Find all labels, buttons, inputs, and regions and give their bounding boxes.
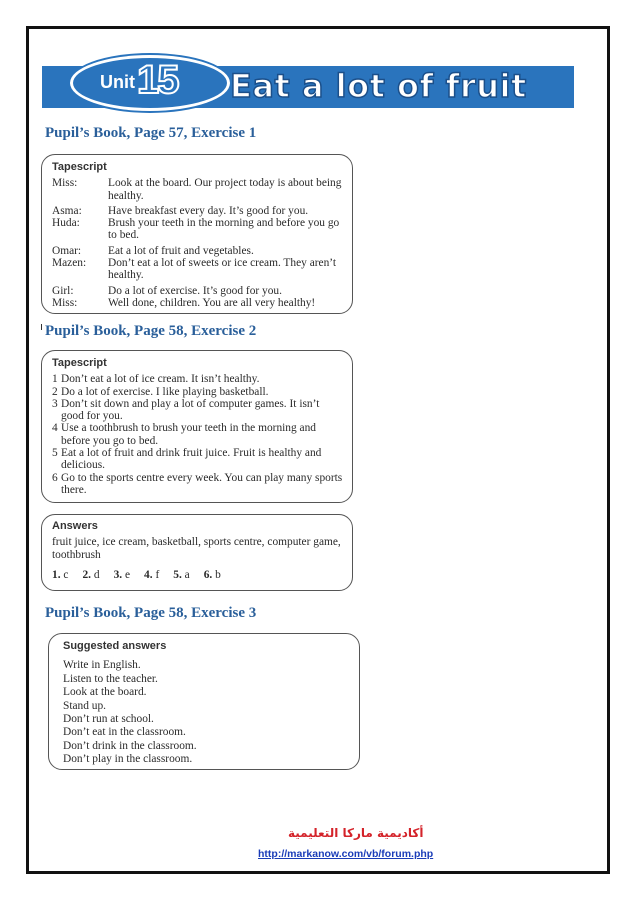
item-text: Do a lot of exercise. I like playing basketball. <box>61 385 269 398</box>
match-item <box>204 569 221 581</box>
match-item <box>52 569 68 581</box>
match-letter: d <box>93 568 100 581</box>
speaker: Huda: <box>52 217 80 230</box>
tapescript-row <box>52 177 343 202</box>
tapescript-row <box>52 217 343 242</box>
match-number: 6. <box>203 568 213 581</box>
item-text: Don’t sit down and play a lot of computer games. It isn’t good for you. <box>61 397 320 423</box>
margin-mark <box>41 324 42 330</box>
match-item <box>82 569 99 581</box>
answer-line: Don’t run at school. <box>63 712 154 725</box>
tapescript-row <box>52 245 343 257</box>
tapescript-row <box>52 205 343 217</box>
speaker: Girl: <box>52 284 74 297</box>
answer-line: Look at the board. <box>63 686 147 699</box>
list-item <box>52 398 343 423</box>
list-item <box>52 447 343 472</box>
exercise-3-suggested-answers-box <box>48 633 360 770</box>
match-item <box>144 569 159 581</box>
box-title: Tapescript <box>52 161 107 173</box>
answer-line: Don’t play in the classroom. <box>63 753 193 766</box>
unit-label: Unit <box>100 72 135 92</box>
exercise-1-tapescript-box <box>41 154 353 314</box>
spoken-line: Do a lot of exercise. It’s good for you. <box>108 284 282 297</box>
spoken-line: Don’t eat a lot of sweets or ice cream. They aren’t healthy. <box>108 257 337 282</box>
tapescript-row <box>52 285 343 297</box>
exercise-1-heading: Pupil’s Book, Page 57, Exercise 1 <box>45 125 257 141</box>
item-text: Use a toothbrush to brush your teeth in the morning and before you go to bed. <box>61 422 316 447</box>
item-text: Eat a lot of fruit and drink fruit juice. Fruit is healthy and delicious. <box>61 447 322 472</box>
list-item <box>52 373 343 385</box>
spoken-line: Eat a lot of fruit and vegetables. <box>108 244 254 257</box>
item-text: Don’t eat a lot of ice cream. It isn’t healthy. <box>61 373 260 386</box>
list-item <box>52 472 343 497</box>
answers-text: fruit juice, ice cream, basketball, sports centre, computer game, toothbrush <box>52 536 341 561</box>
unit-number: 15 <box>137 58 178 102</box>
answer-line: Stand up. <box>63 699 107 712</box>
tapescript-row <box>52 257 343 282</box>
spoken-line: Well done, children. You are all very healthy! <box>108 296 316 309</box>
match-letter: c <box>63 568 69 581</box>
speaker: Mazen: <box>52 257 87 270</box>
box-title: Suggested answers <box>63 640 167 652</box>
spoken-line: Have breakfast every day. It’s good for you. <box>108 204 309 217</box>
match-letter: b <box>215 568 221 581</box>
answer-line: Don’t eat in the classroom. <box>63 726 186 739</box>
tapescript-row <box>52 297 343 309</box>
footer-academy-name: أكاديمية ماركا التعليمية <box>288 826 424 840</box>
answer-line: Don’t drink in the classroom. <box>63 739 197 752</box>
item-text: Go to the sports centre every week. You can play many sports there. <box>61 471 343 496</box>
item-number: 6 <box>52 471 58 484</box>
footer-forum-link[interactable]: http://markanow.com/vb/forum.php <box>258 848 434 860</box>
speaker: Miss: <box>52 296 78 309</box>
box-title: Answers <box>52 520 98 532</box>
list-item <box>52 386 343 398</box>
match-number: 5. <box>173 568 182 581</box>
speaker: Asma: <box>52 204 82 217</box>
answer-line: Write in English. <box>63 659 141 672</box>
item-number: 3 <box>52 397 58 410</box>
item-number: 1 <box>52 373 58 386</box>
exercise-2-tapescript-box <box>41 350 353 503</box>
item-number: 5 <box>52 447 58 460</box>
match-letter: f <box>155 568 160 581</box>
match-item <box>114 569 130 581</box>
match-number: 2. <box>82 568 92 581</box>
speaker: Miss: <box>52 177 78 190</box>
spoken-line: Look at the board. Our project today is about being healthy. <box>108 177 342 202</box>
box-title: Tapescript <box>52 357 107 369</box>
answer-line: Listen to the teacher. <box>63 672 158 685</box>
exercise-3-heading: Pupil’s Book, Page 58, Exercise 3 <box>45 605 257 621</box>
item-number: 2 <box>52 385 58 398</box>
spoken-line: Brush your teeth in the morning and before you go to bed. <box>108 217 340 242</box>
exercise-2-answers-box <box>41 514 353 591</box>
match-answers <box>52 569 343 581</box>
match-letter: e <box>124 568 131 581</box>
match-letter: a <box>184 568 190 581</box>
item-number: 4 <box>52 422 58 435</box>
exercise-2-heading: Pupil’s Book, Page 58, Exercise 2 <box>45 323 257 339</box>
match-item <box>173 569 189 581</box>
list-item <box>52 422 343 447</box>
match-number: 4. <box>144 568 153 581</box>
unit-title: Eat a lot of fruit <box>230 67 527 105</box>
match-number: 1. <box>52 568 61 581</box>
unit-banner <box>42 53 574 110</box>
speaker: Omar: <box>52 244 82 257</box>
match-number: 3. <box>113 568 123 581</box>
